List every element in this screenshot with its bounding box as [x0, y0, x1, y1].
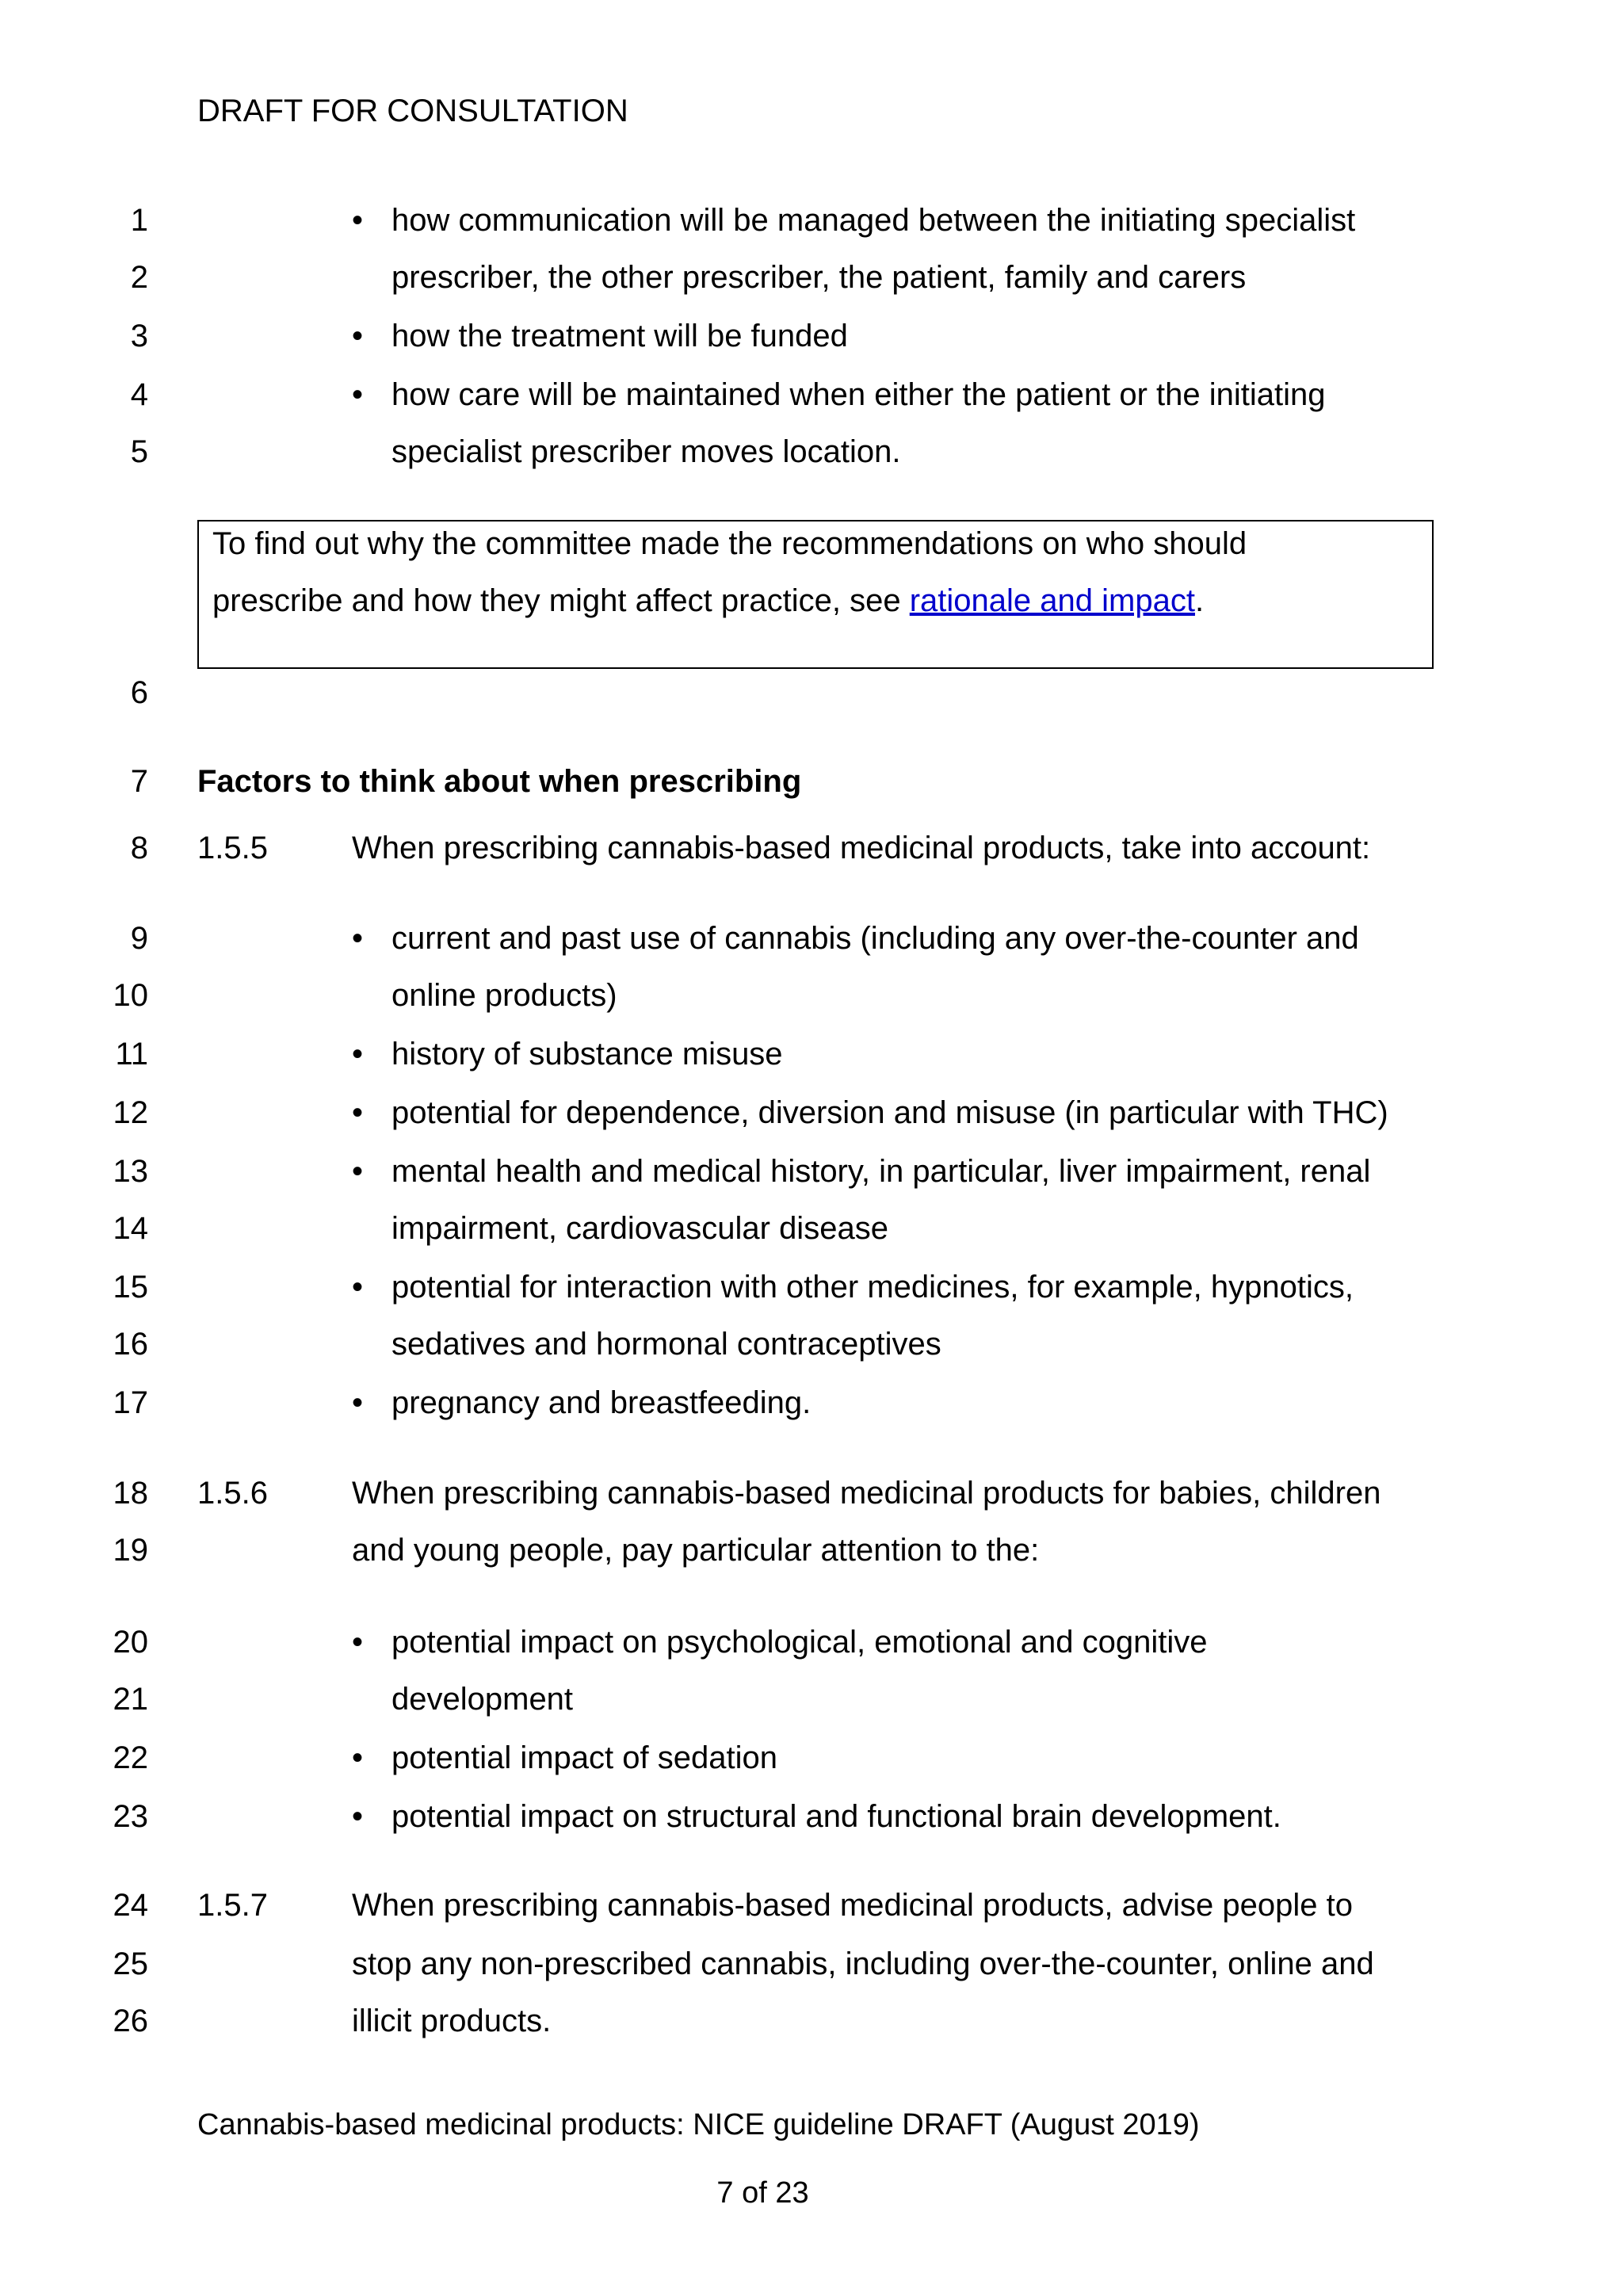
line-number: 6 — [130, 675, 148, 710]
bullet-icon: • — [352, 921, 364, 956]
bullet-text: online products) — [391, 978, 617, 1013]
rec-number: 1.5.6 — [197, 1476, 268, 1511]
rationale-text-line2 — [212, 582, 1204, 620]
bullet-icon: • — [352, 377, 364, 412]
bullet-text: potential impact of sedation — [391, 1740, 777, 1775]
line-number: 9 — [130, 921, 148, 956]
bullet-text: potential impact on psychological, emotional and cognitive — [391, 1625, 1208, 1660]
bullet-text: potential impact on structural and functional brain development. — [391, 1799, 1281, 1834]
line-number: 25 — [113, 1946, 148, 1981]
line-number: 7 — [130, 764, 148, 799]
rec-text: When prescribing cannabis-based medicinal products for babies, children — [352, 1476, 1381, 1511]
line-number: 19 — [113, 1533, 148, 1568]
bullet-icon: • — [352, 1037, 364, 1072]
bullet-text: sedatives and hormonal contraceptives — [391, 1327, 941, 1362]
bullet-text: development — [391, 1682, 574, 1717]
rec-text: When prescribing cannabis-based medicinal products, advise people to — [352, 1888, 1353, 1923]
line-number: 20 — [113, 1625, 148, 1660]
rec-number: 1.5.5 — [197, 831, 268, 865]
line-number: 1 — [130, 203, 148, 238]
rationale-suffix: . — [1194, 583, 1205, 618]
bullet-icon: • — [352, 1385, 364, 1420]
line-number: 21 — [113, 1682, 148, 1717]
line-number: 4 — [130, 377, 148, 412]
bullet-text: current and past use of cannabis (including any over-the-counter and — [391, 921, 1359, 956]
line-number: 3 — [130, 319, 148, 353]
line-number: 17 — [113, 1385, 148, 1420]
line-number: 16 — [113, 1327, 148, 1362]
rec-text: When prescribing cannabis-based medicinal products, take into account: — [352, 831, 1371, 865]
line-number: 26 — [113, 2004, 148, 2038]
line-number: 15 — [113, 1270, 148, 1305]
line-number: 14 — [113, 1211, 148, 1246]
line-number: 11 — [115, 1037, 148, 1072]
line-number: 2 — [130, 260, 148, 295]
rec-number: 1.5.7 — [197, 1888, 268, 1923]
line-number: 10 — [113, 978, 148, 1013]
line-number: 24 — [113, 1888, 148, 1923]
bullet-icon: • — [352, 319, 364, 353]
bullet-text: how care will be maintained when either the patient or the initiating — [391, 377, 1326, 412]
bullet-text: specialist prescriber moves location. — [391, 434, 901, 469]
rec-text: stop any non-prescribed cannabis, including over-the-counter, online and — [352, 1946, 1374, 1981]
bullet-icon: • — [352, 1799, 364, 1834]
bullet-icon: • — [352, 1154, 364, 1189]
line-number: 18 — [113, 1476, 148, 1511]
page-number: 7 of 23 — [716, 2176, 809, 2210]
line-number: 8 — [130, 831, 148, 865]
bullet-text: potential for interaction with other medicines, for example, hypnotics, — [391, 1270, 1354, 1305]
section-heading: Factors to think about when prescribing — [197, 764, 802, 799]
line-number: 23 — [113, 1799, 148, 1834]
rationale-prefix: prescribe and how they might affect practice, see — [212, 583, 910, 618]
rec-text: illicit products. — [352, 2004, 552, 2038]
bullet-text: mental health and medical history, in particular, liver impairment, renal — [391, 1154, 1371, 1189]
bullet-icon: • — [352, 203, 364, 238]
bullet-text: pregnancy and breastfeeding. — [391, 1385, 812, 1420]
bullet-text: how communication will be managed between the initiating specialist — [391, 203, 1356, 238]
header-title: DRAFT FOR CONSULTATION — [197, 94, 628, 128]
footer-title: Cannabis-based medicinal products: NICE guideline DRAFT (August 2019) — [197, 2108, 1200, 2141]
line-number: 13 — [113, 1154, 148, 1189]
bullet-text: impairment, cardiovascular disease — [391, 1211, 888, 1246]
line-number: 22 — [113, 1740, 148, 1775]
line-number: 5 — [130, 434, 148, 469]
rationale-and-impact-link[interactable]: rationale and impact — [909, 583, 1195, 618]
rec-text: and young people, pay particular attention to the: — [352, 1533, 1040, 1568]
bullet-icon: • — [352, 1270, 364, 1305]
rationale-text: To find out why the committee made the recommendations on who should — [212, 526, 1247, 561]
line-number: 12 — [113, 1095, 148, 1130]
bullet-text: potential for dependence, diversion and misuse (in particular with THC) — [391, 1095, 1388, 1130]
bullet-icon: • — [352, 1095, 364, 1130]
bullet-text: how the treatment will be funded — [391, 319, 848, 353]
bullet-text: prescriber, the other prescriber, the patient, family and carers — [391, 260, 1247, 295]
bullet-icon: • — [352, 1740, 364, 1775]
bullet-icon: • — [352, 1625, 364, 1660]
bullet-text: history of substance misuse — [391, 1037, 783, 1072]
